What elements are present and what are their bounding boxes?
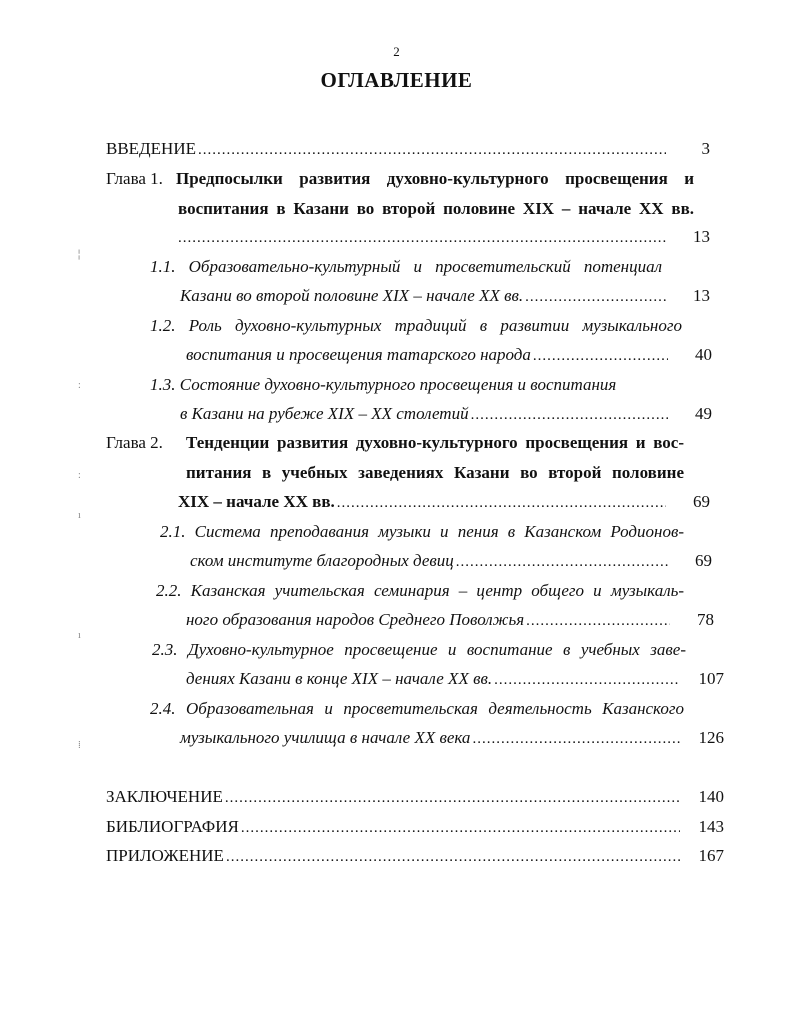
dot-leader — [471, 404, 668, 426]
scan-artifact: ı — [78, 510, 81, 521]
chapter-prefix: Глава 2. — [106, 433, 163, 452]
toc-entry-label: ПРИЛОЖЕНИЕ — [106, 846, 224, 865]
toc-entry-page: 140 — [698, 787, 724, 806]
toc-entry-page: 13 — [693, 227, 710, 246]
toc-entry-page: 107 — [698, 669, 724, 688]
toc-entry-page: 126 — [698, 728, 724, 747]
toc-chapter-1-line2 — [178, 198, 694, 220]
toc-entry-page: 40 — [695, 345, 712, 364]
toc-section-1-1-line2 — [180, 285, 710, 307]
scan-artifact: ı — [78, 630, 81, 641]
scan-artifact: : — [78, 380, 81, 391]
toc-entry-introduction[interactable] — [106, 138, 710, 160]
chapter-title: Тенденции развития духовно-культурного просвещения и вос- — [186, 433, 684, 452]
toc-chapter-2-line2 — [186, 462, 684, 484]
section-title: 2.4. Образовательная и просветительская деятельность Казанского — [150, 699, 684, 718]
toc-entry-page: 3 — [701, 139, 710, 158]
dot-leader — [337, 492, 666, 514]
dot-leader — [456, 551, 668, 573]
scan-artifact: ╎ — [76, 250, 83, 261]
scan-artifact: : — [78, 470, 81, 481]
section-title-cont: в Казани на рубеже XIX – XX столетий — [180, 404, 469, 423]
section-title-cont: ного образования народов Среднего Поволжья — [186, 610, 525, 629]
toc-section-2-1-line2 — [190, 550, 712, 572]
dot-leader — [526, 610, 670, 632]
section-title-cont: ском институте благородных девиц — [190, 551, 454, 570]
section-title: 1.3. Состояние духовно-культурного просвещения и воспитания — [150, 375, 617, 394]
chapter-prefix: Глава 1. — [106, 169, 163, 188]
chapter-title-cont: питания в учебных заведениях Казани во второй половине — [186, 463, 684, 482]
chapter-title-cont: воспитания в Казани во второй половине XIX – начале XX вв. — [178, 199, 694, 218]
dot-leader — [525, 286, 666, 308]
dot-leader — [225, 787, 680, 809]
section-title-cont: Казани во второй половине XIX – начале XX вв. — [180, 286, 524, 305]
toc-section-2-3-line1[interactable] — [152, 639, 686, 661]
scan-artifact: ⁞ — [78, 740, 81, 751]
section-title: 1.1. Образовательно-культурный и просветительский потенциал — [150, 257, 662, 276]
dot-leader — [198, 139, 666, 161]
section-title: 1.2. Роль духовно-культурных традиций в развитии музыкального — [150, 316, 682, 335]
toc-entry-page: 13 — [693, 286, 710, 305]
toc-chapter-1-line1[interactable] — [106, 168, 694, 190]
toc-entry-page: 78 — [697, 610, 714, 629]
chapter-title: Предпосылки развития духовно-культурного просвещения и — [176, 169, 694, 188]
toc-section-1-3-line1[interactable] — [150, 374, 640, 396]
section-title-cont: воспитания и просвещения татарского народа — [186, 345, 531, 364]
dot-leader — [226, 846, 680, 868]
toc-entry-conclusion[interactable] — [106, 786, 724, 808]
toc-section-2-4-line2 — [180, 727, 724, 749]
section-title-cont: музыкального училища в начале XX века — [180, 728, 471, 747]
section-title-cont: дениях Казани в конце XIX – начале XX вв. — [186, 669, 493, 688]
toc-section-1-2-line1[interactable] — [150, 315, 682, 337]
toc-section-1-2-line2 — [186, 344, 712, 366]
toc-section-1-3-line2 — [180, 403, 712, 425]
section-title: 2.1. Система преподавания музыки и пения в Казанском Родионов- — [160, 522, 684, 541]
toc-entry-page: 69 — [695, 551, 712, 570]
toc-section-2-2-line1[interactable] — [156, 580, 684, 602]
section-title: 2.3. Духовно-культурное просвещение и воспитание в учебных заве- — [152, 640, 686, 659]
dot-leader — [533, 345, 668, 367]
toc-section-2-4-line1[interactable] — [150, 698, 684, 720]
toc-chapter-2-line1[interactable] — [106, 432, 684, 454]
toc-entry-label: БИБЛИОГРАФИЯ — [106, 817, 239, 836]
toc-entry-label: ЗАКЛЮЧЕНИЕ — [106, 787, 223, 806]
dot-leader — [241, 817, 680, 839]
toc-entry-page: 49 — [695, 404, 712, 423]
toc-entry-page: 69 — [693, 492, 710, 511]
toc-entry-appendix[interactable] — [106, 845, 724, 867]
toc-entry-page: 167 — [698, 846, 724, 865]
toc-section-2-1-line1[interactable] — [160, 521, 684, 543]
toc-section-1-1-line1[interactable] — [150, 256, 662, 278]
toc-chapter-2-line3 — [178, 491, 710, 513]
toc-section-2-3-line2 — [186, 668, 724, 690]
dot-leader — [472, 728, 680, 750]
dot-leader — [178, 227, 666, 249]
toc-entry-label: ВВЕДЕНИЕ — [106, 139, 196, 158]
toc-entry-page: 143 — [698, 817, 724, 836]
toc-entry-bibliography[interactable] — [106, 816, 724, 838]
page-number: 2 — [393, 44, 400, 59]
page-title: ОГЛАВЛЕНИЕ — [320, 68, 473, 92]
toc-section-2-2-line2 — [186, 609, 714, 631]
section-title: 2.2. Казанская учительская семинария – центр общего и музыкаль- — [156, 581, 684, 600]
toc-chapter-1-leader — [178, 226, 710, 248]
dot-leader — [494, 669, 680, 691]
chapter-title-cont: XIX – начале XX вв. — [178, 492, 335, 511]
